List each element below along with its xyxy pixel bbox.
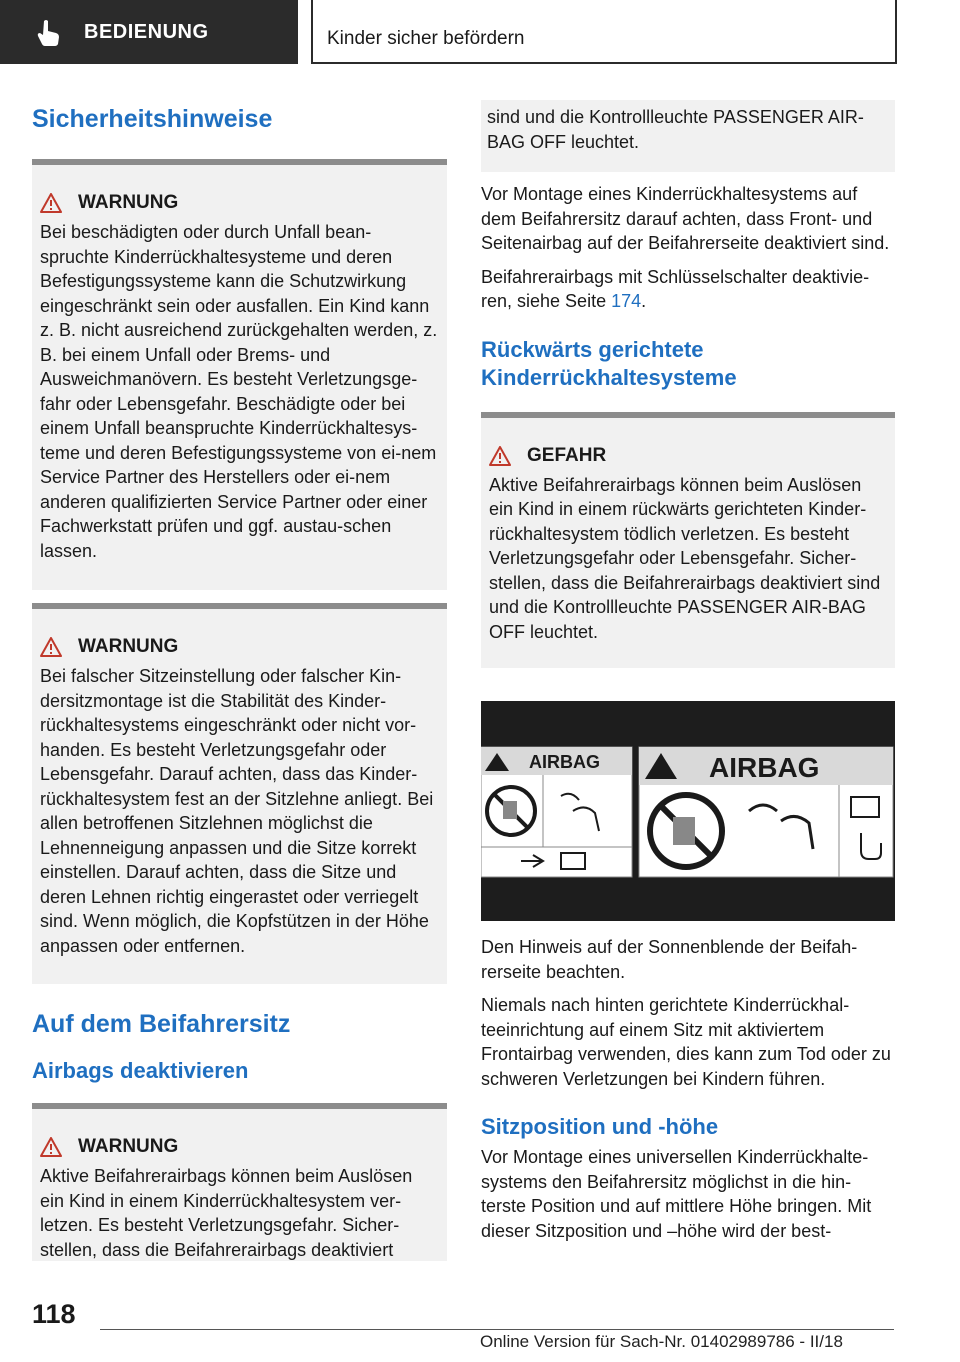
danger-label: GEFAHR	[527, 444, 607, 466]
left-column	[32, 104, 447, 1261]
warning-label: WARNUNG	[78, 192, 179, 213]
page-header	[0, 0, 960, 66]
section-label: BEDIENUNG	[84, 20, 209, 43]
page-link[interactable]: 174	[611, 291, 642, 311]
chapter-box	[311, 0, 897, 64]
paragraph: Den Hinweis auf der Sonnenblende der Beifah-rerseite beachten.	[481, 937, 858, 982]
warning-continuation	[481, 100, 895, 172]
airbag-label-large: AIRBAG	[709, 752, 820, 783]
section-tab	[0, 0, 298, 64]
warning-triangle-icon	[40, 637, 62, 657]
warning-title	[40, 1134, 439, 1160]
chapter-label: Kinder sicher befördern	[327, 28, 525, 49]
warning-box	[32, 159, 447, 590]
danger-title	[489, 443, 887, 469]
section-heading: Sitzposition und -höhe	[481, 1114, 719, 1139]
warning-box	[32, 603, 447, 984]
warning-label: WARNUNG	[78, 1136, 179, 1157]
page-number: 118	[32, 1299, 76, 1329]
paragraph: Niemals nach hinten gerichtete Kinderrückhal-teeinrichtung auf einem Sitz mit aktiviertem Frontairbag verwenden, dies kann zum Tod oder zu schweren Verletzungen bei Kindern führen.	[481, 995, 891, 1089]
warning-text: sind und die Kontrollleuchte PASSENGER AIR-BAG OFF leuchtet.	[487, 107, 864, 152]
warning-label: WARNUNG	[78, 636, 179, 657]
page-title: Sicherheitshinweise	[32, 105, 273, 133]
warning-box	[32, 1103, 447, 1261]
warning-triangle-icon	[40, 193, 62, 213]
paragraph: Vor Montage eines Kinderrückhaltesystems auf dem Beifahrersitz darauf achten, dass Front- und Seitenairbag auf der Beifahrerseite deaktiviert sind.	[481, 184, 890, 253]
warning-text: Bei falscher Sitzeinstellung oder falscher Kin-dersitzmontage ist die Stabilität des Kinder-rückhaltesystems eingeschränkt oder nicht vor-handen. Es besteht Verletzungsgefahr oder Lebensgefahr. Darauf achten, dass das Kinder-rückhaltesystem fest an der Sitzlehne anliegt. Bei allen betroffenen Sitzlehnen möglichst die Lehnenneigung anpassen und die Sitze korrekt einstellen. Darauf achten, dass die Sitze und deren Lehnen richtig eingerastet oder verriegelt sind. Wenn möglich, die Kopfstützen in der Höhe anpassen oder entfernen.	[40, 666, 434, 956]
hand-pointer-icon	[34, 17, 64, 47]
paragraph	[481, 265, 895, 314]
airbag-label-figure	[481, 701, 895, 921]
danger-box	[481, 412, 895, 668]
footer-divider	[100, 1329, 894, 1330]
subsection-heading: Airbags deaktivieren	[32, 1058, 249, 1083]
warning-title	[40, 190, 439, 216]
warning-title	[40, 634, 439, 660]
paragraph-text: .	[641, 291, 647, 311]
warning-text: Aktive Beifahrerairbags können beim Auslösen ein Kind in einem Kinderrückhaltesystem ver-letzen. Es besteht Verletzungsgefahr. Sicher-stellen, dass die Beifahrerairbags deaktiviert	[40, 1166, 413, 1260]
warning-text: Bei beschädigten oder durch Unfall bean-spruchte Kinderrückhaltesysteme und deren Befestigungssysteme kann die Schutzwirkung eingeschränkt sein oder ausfallen. Ein Kind kann z. B. nicht ausreichend zurückgehalten werden, z. B. bei einem Unfall oder Brems- und Ausweichmanövern. Es besteht Verletzungsge-fahr oder Lebensgefahr. Beschädigte oder bei einem Unfall beanspruchte Kinderrückhaltesys-teme und deren Befestigungssysteme von ei-nem Service Partner des Herstellers oder ei-nem anderen qualifizierten Service Partner oder einer Fachwerkstatt prüfen und ggf. austau-schen lassen.	[40, 222, 438, 561]
danger-text: Aktive Beifahrerairbags können beim Auslösen ein Kind in einem rückwärts gerichteten Kinder-rückhaltesystem tödlich verletzen. Es besteht Verletzungsgefahr oder Lebensgefahr. Sicher-stellen, dass die Beifahrerairbags deaktiviert sind und die Kontrollleuchte PASSENGER AIR-BAG OFF leuchtet.	[489, 474, 881, 642]
airbag-label-small: AIRBAG	[529, 752, 600, 772]
paragraph-text: Beifahrerairbags mit Schlüsselschalter deaktivie-ren, siehe Seite	[481, 266, 870, 311]
warning-triangle-icon	[40, 1137, 62, 1157]
footer-text: Online Version für Sach-Nr. 01402989786 - II/18	[480, 1332, 843, 1351]
right-column	[481, 100, 895, 668]
section-heading: Rückwärts gerichtete Kinderrückhaltesysteme	[481, 336, 737, 390]
airbag-sticker-illustration	[481, 701, 895, 921]
paragraph: Vor Montage eines universellen Kinderrückhalte-systems den Beifahrersitz möglichst in die hin-terste Position und auf mittlere Höhe bringen. Mit dieser Sitzposition und –höhe wird der best-	[481, 1147, 872, 1241]
right-column-lower	[481, 935, 895, 1243]
warning-triangle-icon	[489, 446, 511, 466]
section-heading: Auf dem Beifahrersitz	[32, 1010, 291, 1038]
